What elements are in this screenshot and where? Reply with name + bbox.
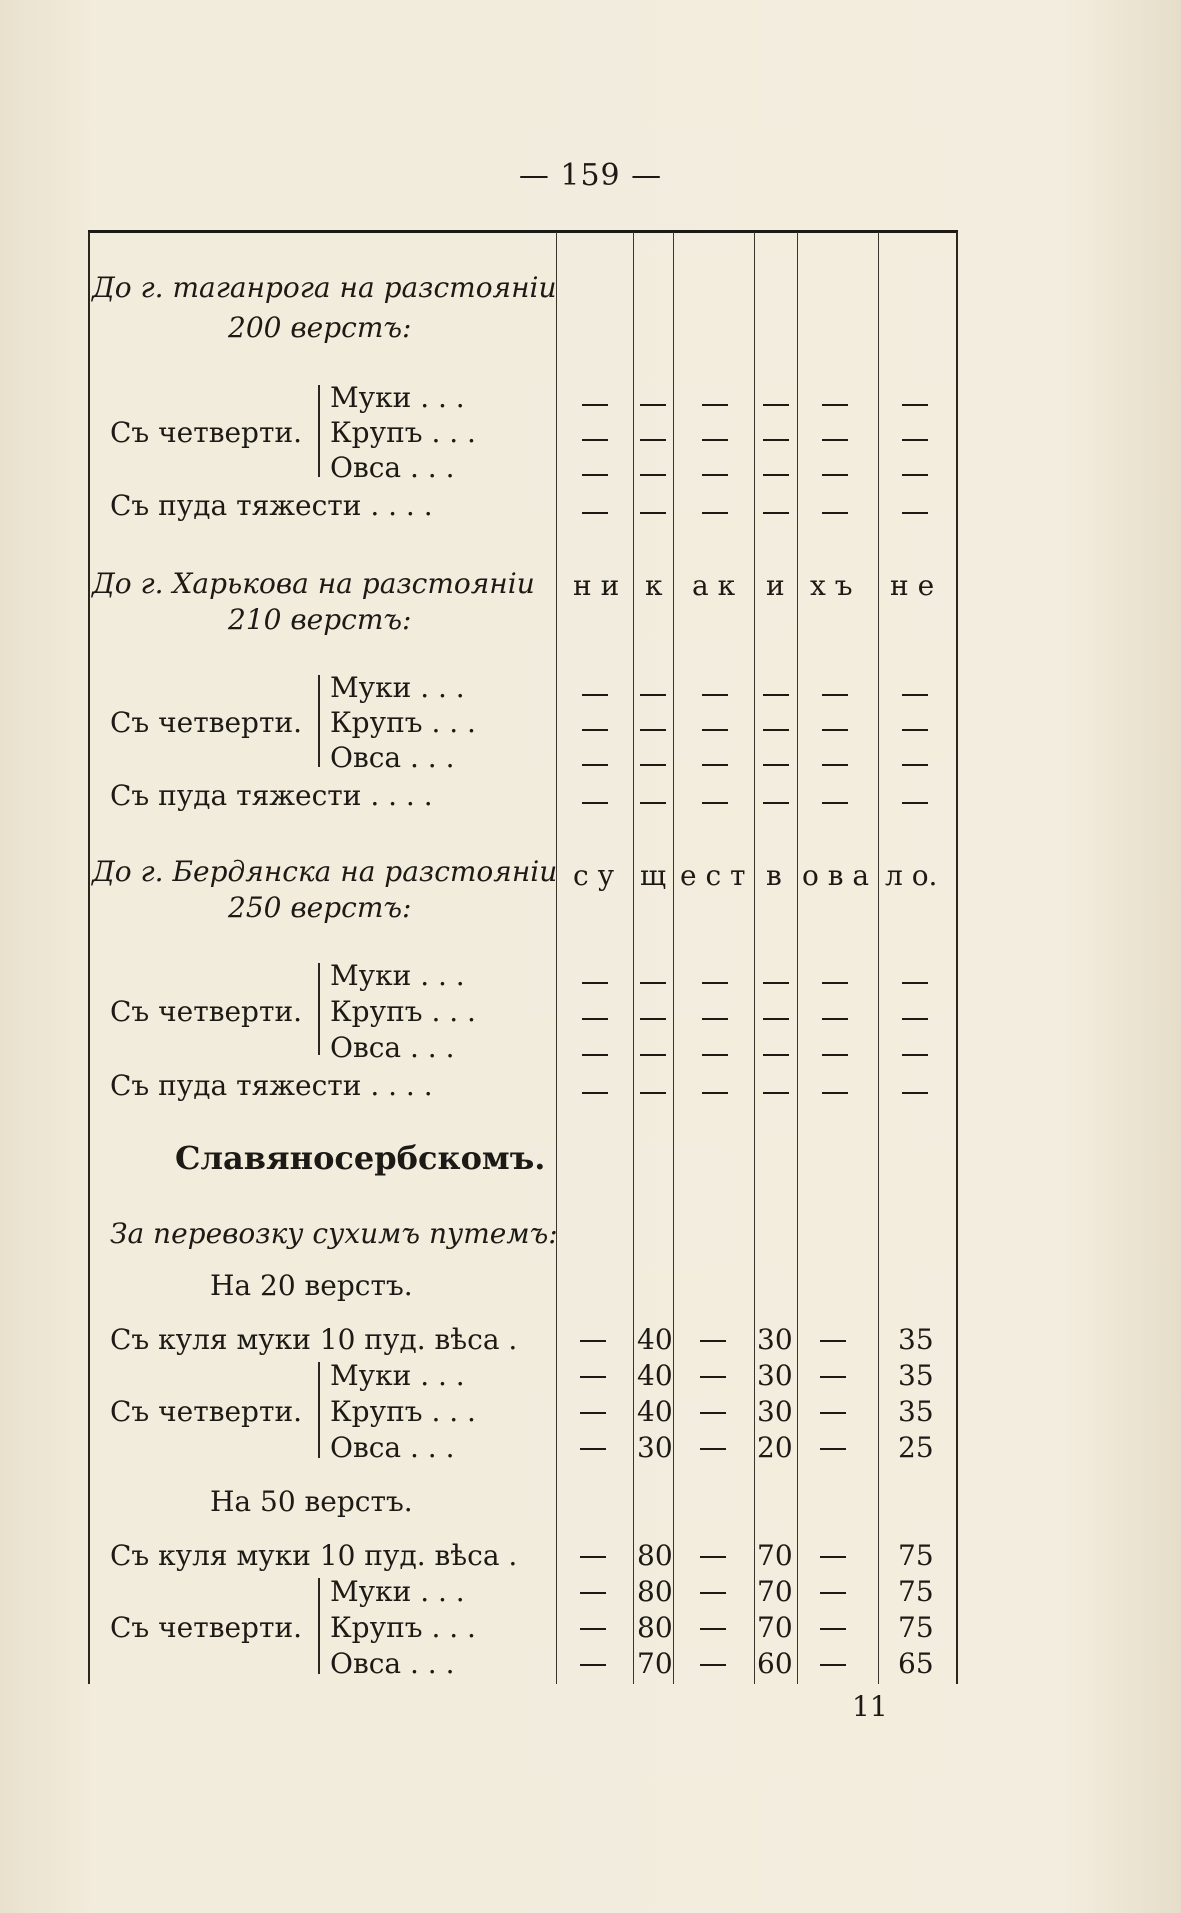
span-part: н и [573,569,620,602]
row-label: Съ пуда тяжести . . . . [110,1069,433,1102]
dash-mark [763,474,789,476]
row-group-label: Съ четверти. [110,1611,303,1644]
span-part: л о. [885,859,938,892]
dash-mark [763,1018,789,1020]
dash-mark [582,1018,608,1020]
row-label: Муки . . . [330,959,465,992]
rate-value: 65 [898,1647,934,1680]
dash-mark [580,1340,606,1342]
dash-mark [763,512,789,514]
dash-mark [902,404,928,406]
rate-value: 75 [898,1611,934,1644]
page-number: — 159 — [518,158,663,193]
dash-mark [902,694,928,696]
dash-mark [700,1412,726,1414]
dash-mark [640,512,666,514]
section-heading: До г. Харькова на разстояніи [92,567,535,600]
dash-mark [902,982,928,984]
dash-mark [902,1092,928,1094]
dash-mark [700,1376,726,1378]
dash-mark [822,404,848,406]
span-part: с у [573,859,615,892]
rate-value: 35 [898,1359,934,1392]
row-label: Крупъ . . . [330,1395,476,1428]
brace [318,675,320,767]
dash-mark [902,802,928,804]
dash-mark [702,1092,728,1094]
section-heading: До г. Бердянска на разстояніи [92,855,558,888]
dash-mark [902,1018,928,1020]
row-label: Овса . . . [330,741,455,774]
rate-value: 75 [898,1539,934,1572]
rate-value: 25 [898,1431,934,1464]
table-top-rule [88,230,958,233]
dash-mark [700,1340,726,1342]
dash-mark [640,1092,666,1094]
dash-mark [763,694,789,696]
dash-mark [700,1664,726,1666]
dash-mark [580,1592,606,1594]
dash-mark [582,1054,608,1056]
dash-mark [822,1018,848,1020]
section-heading: До г. таганрога на разстояніи [92,271,557,304]
row-label: Съ куля муки 10 пуд. вѣса . [110,1539,518,1572]
dash-mark [820,1592,846,1594]
column-rule [956,232,958,1684]
dash-mark [580,1376,606,1378]
span-part: н е [890,569,935,602]
row-label: Овса . . . [330,1031,455,1064]
dash-mark [582,1092,608,1094]
dash-mark [702,512,728,514]
row-label: Муки . . . [330,671,465,704]
dash-mark [640,802,666,804]
dash-mark [902,1054,928,1056]
dash-mark [702,764,728,766]
slav-subtitle: За перевозку сухимъ путемъ: [110,1217,558,1250]
block-heading: На 50 верстъ. [210,1485,413,1518]
dash-mark [822,729,848,731]
row-group-label: Съ четверти. [110,706,303,739]
dash-mark [822,764,848,766]
dash-mark [902,439,928,441]
row-label: Муки . . . [330,1359,465,1392]
slav-title: Славяносербскомъ. [175,1139,546,1177]
dash-mark [640,729,666,731]
rate-value: 35 [898,1323,934,1356]
dash-mark [640,404,666,406]
dash-mark [820,1340,846,1342]
dash-mark [902,729,928,731]
span-part: о в а [802,859,870,892]
row-label: Овса . . . [330,1647,455,1680]
rate-value: 35 [898,1395,934,1428]
dash-mark [763,729,789,731]
rate-value: 80 [637,1611,673,1644]
dash-mark [820,1556,846,1558]
dash-mark [700,1592,726,1594]
rate-value: 70 [637,1647,673,1680]
dash-mark [582,982,608,984]
dash-mark [582,729,608,731]
row-group-label: Съ четверти. [110,995,303,1028]
dash-mark [580,1412,606,1414]
brace [318,1362,320,1458]
section-subheading: 250 верстъ: [228,891,412,924]
dash-mark [822,694,848,696]
dash-mark [582,694,608,696]
dash-mark [700,1628,726,1630]
dash-mark [640,474,666,476]
column-rule [88,232,90,1684]
row-label: Муки . . . [330,1575,465,1608]
section-subheading: 210 верстъ: [228,603,412,636]
dash-mark [580,1556,606,1558]
dash-mark [822,1054,848,1056]
row-label: Овса . . . [330,451,455,484]
dash-mark [582,802,608,804]
dash-mark [640,764,666,766]
dash-mark [763,1054,789,1056]
dash-mark [580,1628,606,1630]
dash-mark [820,1376,846,1378]
rate-value: 70 [757,1539,793,1572]
dash-mark [763,802,789,804]
row-group-label: Съ четверти. [110,416,303,449]
rate-value: 30 [757,1359,793,1392]
dash-mark [702,729,728,731]
dash-mark [700,1448,726,1450]
dash-mark [582,764,608,766]
span-part: щ [640,859,667,892]
column-rule [754,232,755,1684]
row-label: Крупъ . . . [330,995,476,1028]
dash-mark [702,694,728,696]
span-part: х ъ [810,569,853,602]
rate-value: 20 [757,1431,793,1464]
row-label: Съ пуда тяжести . . . . [110,779,433,812]
rate-value: 30 [637,1431,673,1464]
span-part: е с т [680,859,746,892]
dash-mark [580,1664,606,1666]
dash-mark [700,1556,726,1558]
dash-mark [640,982,666,984]
dash-mark [582,439,608,441]
dash-mark [702,1018,728,1020]
dash-mark [640,1054,666,1056]
row-label: Съ пуда тяжести . . . . [110,489,433,522]
dash-mark [763,404,789,406]
dash-mark [763,982,789,984]
column-rule [797,232,798,1684]
dash-mark [820,1412,846,1414]
dash-mark [582,474,608,476]
dash-mark [902,474,928,476]
section-subheading: 200 верстъ: [228,311,412,344]
dash-mark [763,439,789,441]
row-label: Крупъ . . . [330,706,476,739]
dash-mark [902,512,928,514]
brace [318,385,320,477]
rate-value: 75 [898,1575,934,1608]
column-rule [633,232,634,1684]
dash-mark [822,512,848,514]
rate-value: 40 [637,1323,673,1356]
dash-mark [640,1018,666,1020]
rate-value: 80 [637,1575,673,1608]
span-part: а к [692,569,736,602]
column-rule [556,232,557,1684]
dash-mark [822,1092,848,1094]
dash-mark [582,512,608,514]
dash-mark [702,982,728,984]
dash-mark [820,1628,846,1630]
block-heading: На 20 верстъ. [210,1269,413,1302]
rate-value: 40 [637,1395,673,1428]
dash-mark [702,404,728,406]
dash-mark [702,474,728,476]
brace [318,963,320,1055]
dash-mark [582,404,608,406]
brace [318,1578,320,1674]
row-label: Крупъ . . . [330,416,476,449]
rate-value: 40 [637,1359,673,1392]
dash-mark [702,439,728,441]
dash-mark [822,982,848,984]
row-group-label: Съ четверти. [110,1395,303,1428]
row-label: Съ куля муки 10 пуд. вѣса . [110,1323,518,1356]
rate-value: 30 [757,1323,793,1356]
rate-value: 70 [757,1575,793,1608]
dash-mark [822,474,848,476]
rate-value: 30 [757,1395,793,1428]
column-rule [673,232,674,1684]
dash-mark [763,1092,789,1094]
dash-mark [820,1664,846,1666]
dash-mark [822,802,848,804]
column-rule [878,232,879,1684]
dash-mark [820,1448,846,1450]
rate-value: 70 [757,1611,793,1644]
dash-mark [702,802,728,804]
span-part: к [645,569,663,602]
row-label: Муки . . . [330,381,465,414]
row-label: Крупъ . . . [330,1611,476,1644]
rate-value: 60 [757,1647,793,1680]
dash-mark [763,764,789,766]
dash-mark [902,764,928,766]
row-label: Овса . . . [330,1431,455,1464]
dash-mark [580,1448,606,1450]
rate-value: 80 [637,1539,673,1572]
signature-mark: 11 [852,1690,888,1723]
dash-mark [640,694,666,696]
span-part: в [766,859,782,892]
dash-mark [640,439,666,441]
dash-mark [702,1054,728,1056]
span-part: и [766,569,785,602]
dash-mark [822,439,848,441]
